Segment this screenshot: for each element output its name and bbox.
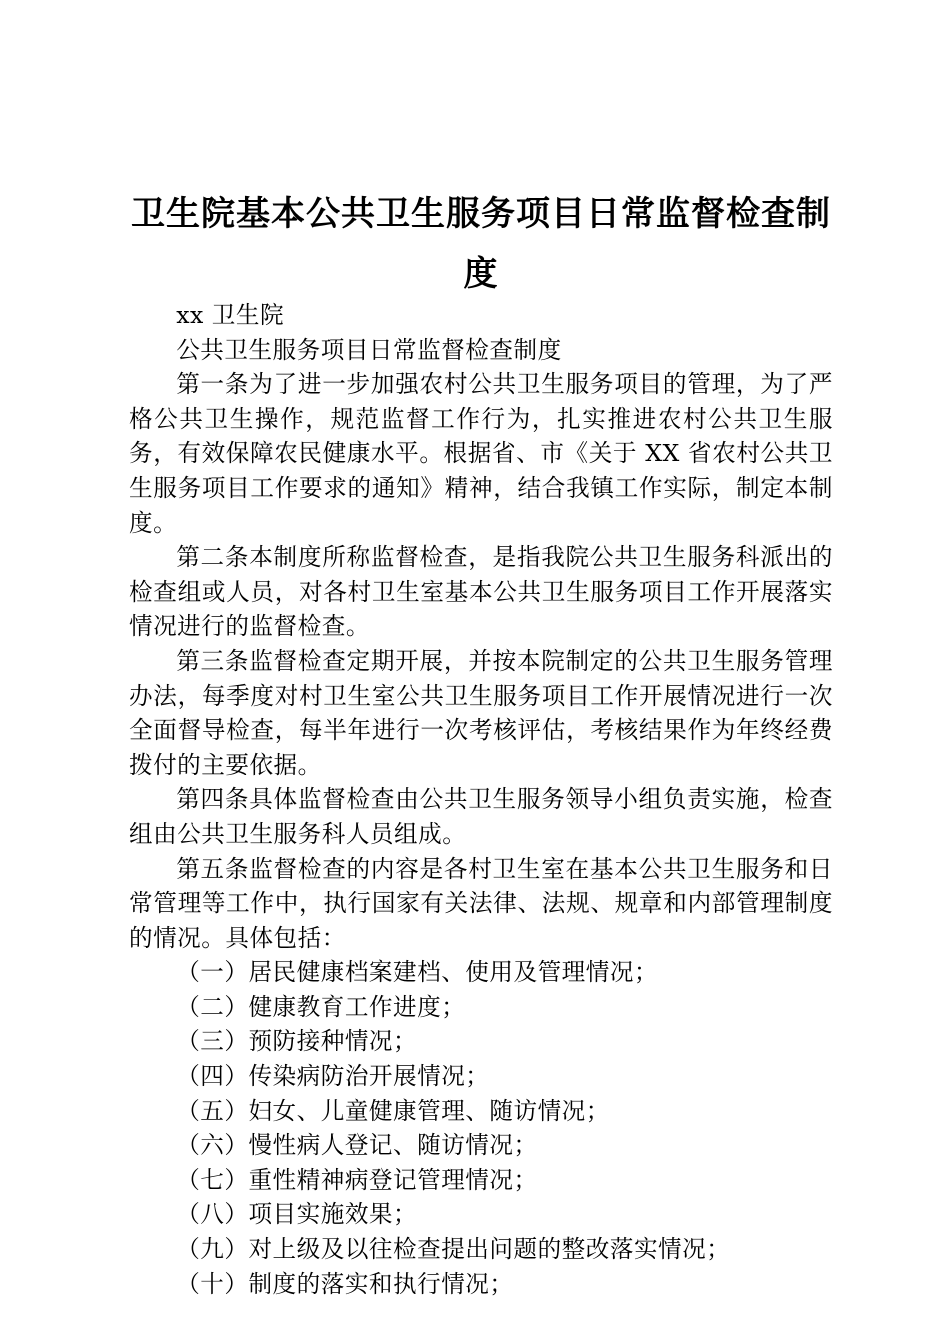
list-item: （二）健康教育工作进度； bbox=[176, 992, 466, 1021]
article-3: 第三条监督检查定期开展，并按本院制定的公共卫生服务管理办法，每季度对村卫生室公共卫生服务项目工作开展情况进行一次全面督导检查，每半年进行一次考核评估，考核结果作为年终经费拨付的主要依据。 bbox=[129, 646, 833, 779]
list-item: （十）制度的落实和执行情况； bbox=[176, 1269, 514, 1298]
issuer-line: xx 卫生院 bbox=[176, 301, 285, 329]
article-2: 第二条本制度所称监督检查，是指我院公共卫生服务科派出的检查组或人员，对各村卫生室基本公共卫生服务项目工作开展落实情况进行的监督检查。 bbox=[129, 543, 833, 641]
subtitle-line: 公共卫生服务项目日常监督检查制度 bbox=[176, 335, 562, 364]
list-item: （六）慢性病人登记、随访情况； bbox=[176, 1131, 538, 1160]
article-1: 第一条为了进一步加强农村公共卫生服务项目的管理，为了严格公共卫生操作，规范监督工作行为，扎实推进农村公共卫生服务，有效保障农民健康水平。根据省、市《关于 XX 省农村公共卫生服务项目工作要求的通知》精神，结合我镇工作实际，制定本制度。 bbox=[129, 370, 833, 537]
list-item: （四）传染病防治开展情况； bbox=[176, 1062, 490, 1091]
list-item: （一）居民健康档案建档、使用及管理情况； bbox=[176, 958, 659, 987]
article-4: 第四条具体监督检查由公共卫生服务领导小组负责实施，检查组由公共卫生服务科人员组成。 bbox=[129, 785, 833, 848]
list-item: （五）妇女、儿童健康管理、随访情况； bbox=[176, 1096, 610, 1125]
document-title: 卫生院基本公共卫生服务项目日常监督检查制度 bbox=[131, 194, 831, 294]
list-item: （八）项目实施效果； bbox=[176, 1200, 418, 1229]
list-item: （三）预防接种情况； bbox=[176, 1027, 418, 1056]
list-item: （九）对上级及以往检查提出问题的整改落实情况； bbox=[176, 1235, 731, 1264]
list-item: （七）重性精神病登记管理情况； bbox=[176, 1165, 538, 1194]
document-body bbox=[129, 298, 833, 1301]
article-5: 第五条监督检查的内容是各村卫生室在基本公共卫生服务和日常管理等工作中，执行国家有关法律、法规、规章和内部管理制度的情况。具体包括： bbox=[129, 854, 833, 952]
